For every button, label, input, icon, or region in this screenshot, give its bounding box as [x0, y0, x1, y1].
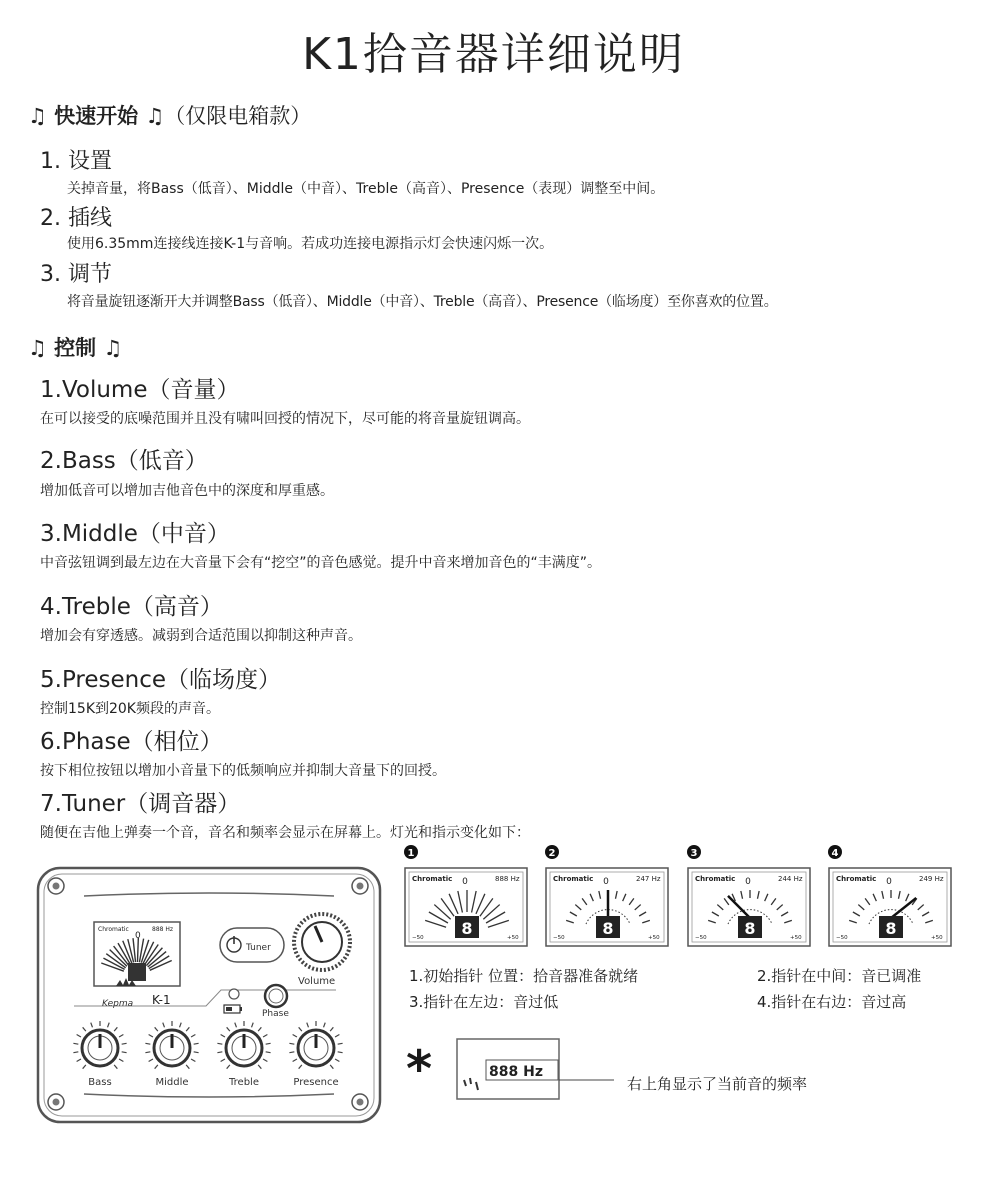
- note-digit: 8: [602, 919, 614, 938]
- state-freq: 244 Hz: [778, 875, 803, 883]
- volume-label: Volume: [298, 976, 336, 987]
- tuner-state-2: [544, 842, 672, 950]
- phase-label: Phase: [262, 1009, 289, 1019]
- phase-button[interactable]: [265, 985, 287, 1007]
- control-item-title: 3.Middle（中音）: [40, 521, 230, 547]
- quick-start-heading-text: ♫ 快速开始 ♫: [28, 104, 165, 128]
- eq-knob-label: Middle: [155, 1077, 189, 1088]
- state-number: 2: [548, 848, 556, 859]
- tuner-label: Tuner: [246, 943, 271, 953]
- note-digit: 8: [885, 919, 897, 938]
- state-freq: 247 Hz: [636, 875, 661, 883]
- control-item-title: 6.Phase（相位）: [40, 729, 223, 755]
- screw-icon: [352, 878, 368, 894]
- panel-screen-mode: Chromatic: [98, 926, 129, 933]
- state-minus: −50: [695, 935, 707, 941]
- state-minus: −50: [836, 935, 848, 941]
- state-plus: +50: [648, 935, 660, 941]
- pickup-panel: [36, 866, 382, 1124]
- tuner-button[interactable]: [220, 928, 284, 962]
- control-heading: ♫ 控制 ♫: [28, 336, 123, 360]
- state-freq: 249 Hz: [919, 875, 944, 883]
- screw-icon: [352, 1094, 368, 1110]
- quick-start-heading: [28, 100, 311, 130]
- step-title: 3. 调节: [40, 262, 112, 287]
- step-title: 2. 插线: [40, 206, 112, 231]
- tuner-state-3: [686, 842, 814, 950]
- tuner-state-1: [403, 842, 531, 950]
- control-item-desc: 在可以接受的底噪范围并且没有啸叫回授的情况下，尽可能的将音量旋钮调高。: [40, 411, 530, 427]
- control-item-desc: 增加低音可以增加吉他音色中的深度和厚重感。: [40, 483, 334, 499]
- control-item-desc: 中音弦钮调到最左边在大音量下会有“挖空”的音色感觉。提升中音来增加音色的“丰满度”。: [40, 555, 602, 571]
- model-label: K-1: [152, 993, 171, 1007]
- state-minus: −50: [553, 935, 565, 941]
- control-item-title: 1.Volume（音量）: [40, 377, 240, 403]
- power-led: [229, 989, 239, 999]
- eq-knob-label: Treble: [229, 1077, 259, 1088]
- tuner-caption: 2.指针在中间：音已调准: [757, 967, 922, 985]
- brand-logo-text: Kepma: [102, 999, 134, 1009]
- note-star: *: [406, 1040, 433, 1098]
- note-text: 右上角显示了当前音的频率: [627, 1075, 808, 1093]
- eq-knob-label: Presence: [293, 1077, 339, 1088]
- state-mode: Chromatic: [836, 875, 877, 883]
- tuner-caption: 4.指针在右边：音过高: [757, 993, 907, 1011]
- state-mode: Chromatic: [412, 875, 453, 883]
- control-item-title: 2.Bass（低音）: [40, 448, 208, 474]
- battery-icon: [224, 1005, 242, 1013]
- control-item-title: 7.Tuner（调音器）: [40, 791, 241, 817]
- control-item-desc: 随便在吉他上弹奏一个音，音名和频率会显示在屏幕上。灯光和指示变化如下：: [40, 825, 530, 841]
- eq-knob-label: Bass: [88, 1077, 112, 1088]
- state-plus: +50: [790, 935, 802, 941]
- control-item-desc: 按下相位按钮以增加小音量下的低频响应并抑制大音量下的回授。: [40, 763, 446, 779]
- state-center: 0: [603, 877, 609, 887]
- panel-screen-center: 0: [135, 931, 141, 941]
- screw-icon: [48, 1094, 64, 1110]
- state-number: 3: [690, 848, 698, 859]
- freq-display-text: 888 Hz: [489, 1064, 543, 1080]
- control-item-desc: 增加会有穿透感。减弱到合适范围以抑制这种声音。: [40, 628, 362, 644]
- meter-ray: [137, 938, 138, 962]
- state-plus: +50: [931, 935, 943, 941]
- step-desc: 将音量旋钮逐渐开大并调整Bass（低音）、Middle（中音）、Treble（高音）、Presence（临场度）至你喜欢的位置。: [67, 294, 778, 310]
- state-center: 0: [745, 877, 751, 887]
- state-number: 1: [407, 848, 415, 859]
- control-item-title: 4.Treble（高音）: [40, 594, 223, 620]
- tuner-state-4: [827, 842, 955, 950]
- screw-icon: [48, 878, 64, 894]
- state-freq: 888 Hz: [495, 875, 520, 883]
- step-desc: 使用6.35mm连接线连接K-1与音响。若成功连接电源指示灯会快速闪烁一次。: [67, 236, 554, 252]
- quick-start-heading-extra: （仅限电箱款）: [164, 104, 312, 128]
- panel-screen-freq: 888 Hz: [152, 926, 174, 933]
- page-title: K1拾音器详细说明: [302, 29, 685, 80]
- step-desc: 关掉音量，将Bass（低音）、Middle（中音）、Treble（高音）、Presence（表现）调整至中间。: [67, 181, 665, 197]
- state-plus: +50: [507, 935, 519, 941]
- state-center: 0: [462, 877, 468, 887]
- note-digit: 8: [461, 919, 473, 938]
- state-mode: Chromatic: [695, 875, 736, 883]
- tuner-caption: 1.初始指针 位置：拾音器准备就绪: [409, 967, 639, 985]
- state-mode: Chromatic: [553, 875, 594, 883]
- state-minus: −50: [412, 935, 424, 941]
- volume-knob[interactable]: [294, 914, 350, 970]
- tuner-caption: 3.指针在左边：音过低: [409, 993, 559, 1011]
- state-number: 4: [831, 848, 839, 859]
- control-item-title: 5.Presence（临场度）: [40, 667, 282, 693]
- freq-display-zoom: [456, 1038, 616, 1100]
- control-item-desc: 控制15K到20K频段的声音。: [40, 701, 220, 717]
- state-center: 0: [886, 877, 892, 887]
- panel-screen-digit: [128, 963, 146, 981]
- note-digit: 8: [744, 919, 756, 938]
- panel-screen: [94, 922, 180, 986]
- step-title: 1. 设置: [40, 149, 112, 174]
